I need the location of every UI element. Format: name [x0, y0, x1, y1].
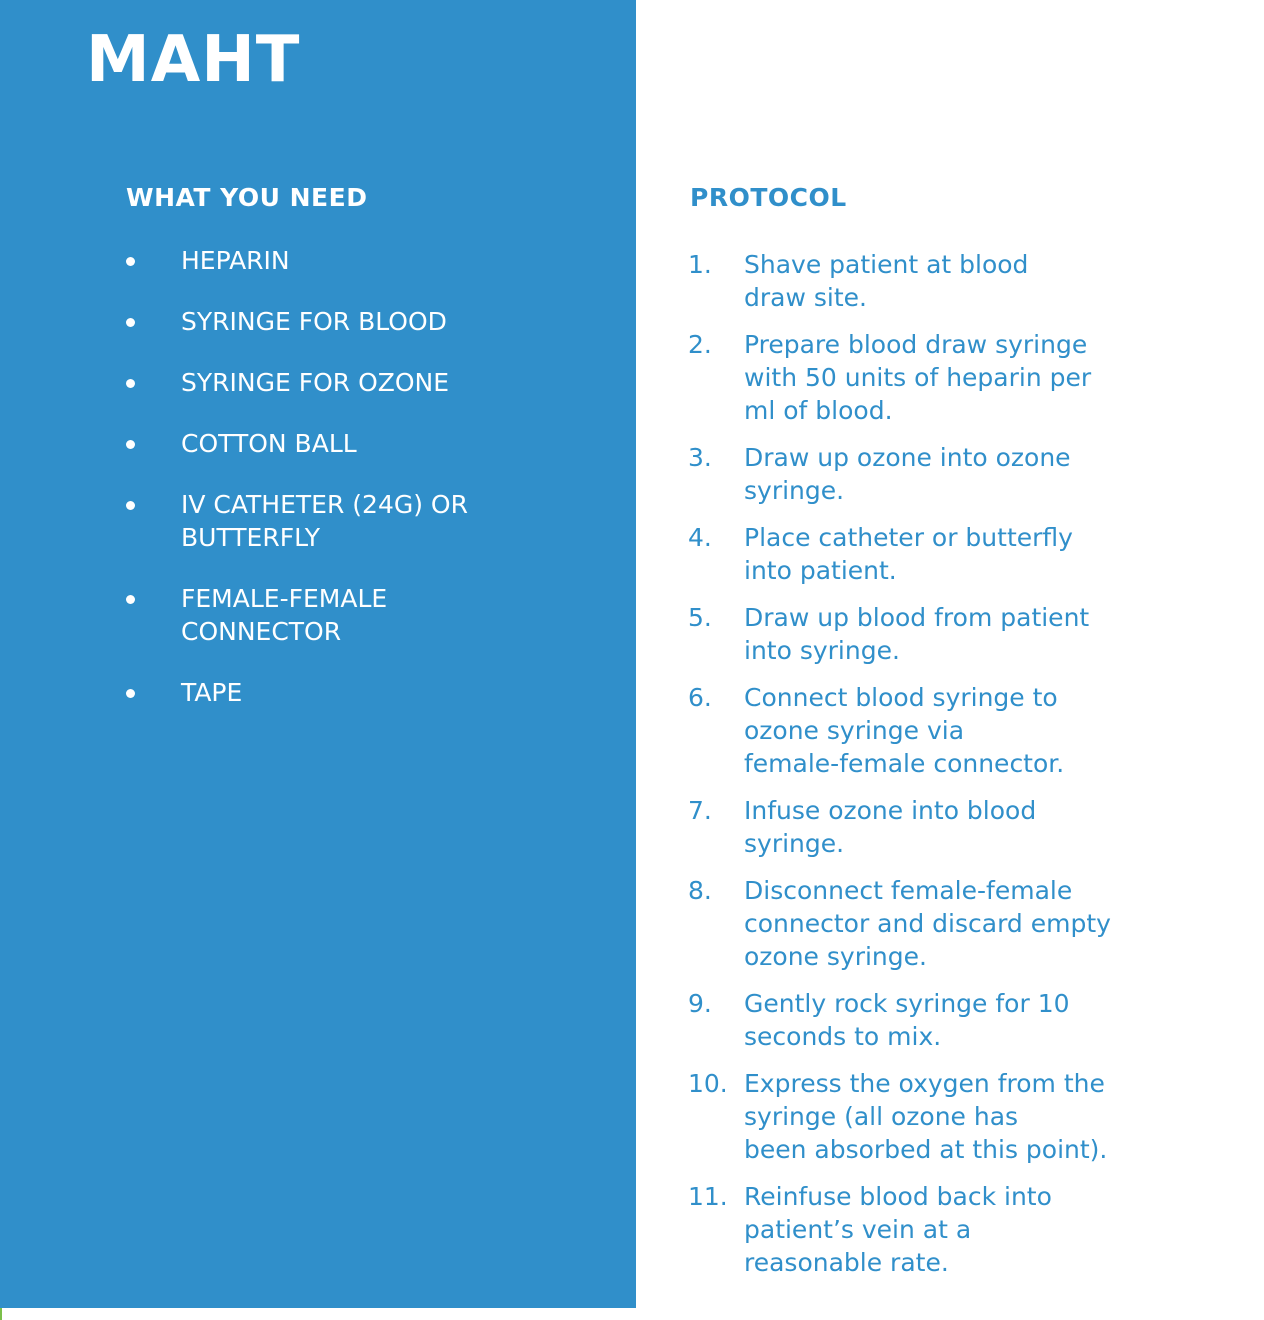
- item-line: TAPE: [181, 678, 243, 707]
- protocol-step: [688, 521, 1248, 587]
- step-line: ozone syringe via: [744, 716, 965, 745]
- protocol-step: [688, 874, 1248, 973]
- list-item: [126, 305, 606, 338]
- step-line: Express the oxygen from the: [744, 1069, 1105, 1098]
- item-line: COTTON BALL: [181, 429, 357, 458]
- bullet-icon: [126, 318, 135, 327]
- list-item: [126, 366, 606, 399]
- list-item: [126, 582, 606, 648]
- step-number: 8.: [688, 876, 712, 905]
- step-line: reasonable rate.: [744, 1248, 949, 1277]
- step-number: 5.: [688, 603, 712, 632]
- step-line: syringe.: [744, 829, 845, 858]
- step-line: been absorbed at this point).: [744, 1135, 1108, 1164]
- step-line: into patient.: [744, 556, 897, 585]
- bullet-icon: [126, 595, 135, 604]
- bullet-icon: [126, 501, 135, 510]
- item-line: FEMALE-FEMALE: [181, 584, 388, 613]
- step-line: draw site.: [744, 283, 867, 312]
- step-number: 2.: [688, 330, 712, 359]
- step-line: Draw up blood from patient: [744, 603, 1090, 632]
- item-line: HEPARIN: [181, 246, 290, 275]
- step-line: Place catheter or butterfly: [744, 523, 1073, 552]
- bullet-icon: [126, 440, 135, 449]
- step-line: with 50 units of heparin per: [744, 363, 1092, 392]
- step-line: ozone syringe.: [744, 942, 927, 971]
- step-number: 4.: [688, 523, 712, 552]
- list-item: [126, 676, 606, 709]
- list-item: [126, 244, 606, 277]
- list-item: [126, 427, 606, 460]
- what-you-need-list: [126, 244, 606, 737]
- protocol-list: [688, 248, 1248, 1293]
- protocol-step: [688, 248, 1248, 314]
- protocol-step: [688, 987, 1248, 1053]
- step-line: Reinfuse blood back into: [744, 1182, 1052, 1211]
- step-line: female-female connector.: [744, 749, 1065, 778]
- page-title: MAHT: [86, 23, 301, 97]
- step-line: Draw up ozone into ozone: [744, 443, 1071, 472]
- step-number: 1.: [688, 250, 712, 279]
- protocol-step: [688, 681, 1248, 780]
- step-line: Infuse ozone into blood: [744, 796, 1037, 825]
- step-line: Gently rock syringe for 10: [744, 989, 1070, 1018]
- step-number: 6.: [688, 683, 712, 712]
- protocol-step: [688, 441, 1248, 507]
- protocol-step: [688, 794, 1248, 860]
- bullet-icon: [126, 689, 135, 698]
- step-line: Disconnect female-female: [744, 876, 1073, 905]
- step-number: 7.: [688, 796, 712, 825]
- item-line: IV CATHETER (24G) OR: [181, 490, 468, 519]
- list-item: [126, 488, 606, 554]
- step-number: 10.: [688, 1069, 728, 1098]
- step-line: syringe.: [744, 476, 845, 505]
- step-number: 11.: [688, 1182, 728, 1211]
- what-you-need-heading: WHAT YOU NEED: [126, 183, 368, 212]
- step-line: patient’s vein at a: [744, 1215, 972, 1244]
- item-line: SYRINGE FOR OZONE: [181, 368, 450, 397]
- protocol-step: [688, 601, 1248, 667]
- protocol-step: [688, 328, 1248, 427]
- step-line: Connect blood syringe to: [744, 683, 1058, 712]
- item-line: CONNECTOR: [181, 617, 342, 646]
- bottom-accent-line: [0, 1308, 2, 1320]
- protocol-heading: PROTOCOL: [690, 183, 847, 212]
- step-number: 3.: [688, 443, 712, 472]
- bullet-icon: [126, 257, 135, 266]
- protocol-step: [688, 1067, 1248, 1166]
- step-number: 9.: [688, 989, 712, 1018]
- step-line: Shave patient at blood: [744, 250, 1029, 279]
- step-line: ml of blood.: [744, 396, 893, 425]
- protocol-step: [688, 1180, 1248, 1279]
- step-line: seconds to mix.: [744, 1022, 942, 1051]
- bullet-icon: [126, 379, 135, 388]
- step-line: Prepare blood draw syringe: [744, 330, 1088, 359]
- step-line: syringe (all ozone has: [744, 1102, 1019, 1131]
- item-line: SYRINGE FOR BLOOD: [181, 307, 447, 336]
- step-line: connector and discard empty: [744, 909, 1111, 938]
- item-line: BUTTERFLY: [181, 523, 320, 552]
- step-line: into syringe.: [744, 636, 900, 665]
